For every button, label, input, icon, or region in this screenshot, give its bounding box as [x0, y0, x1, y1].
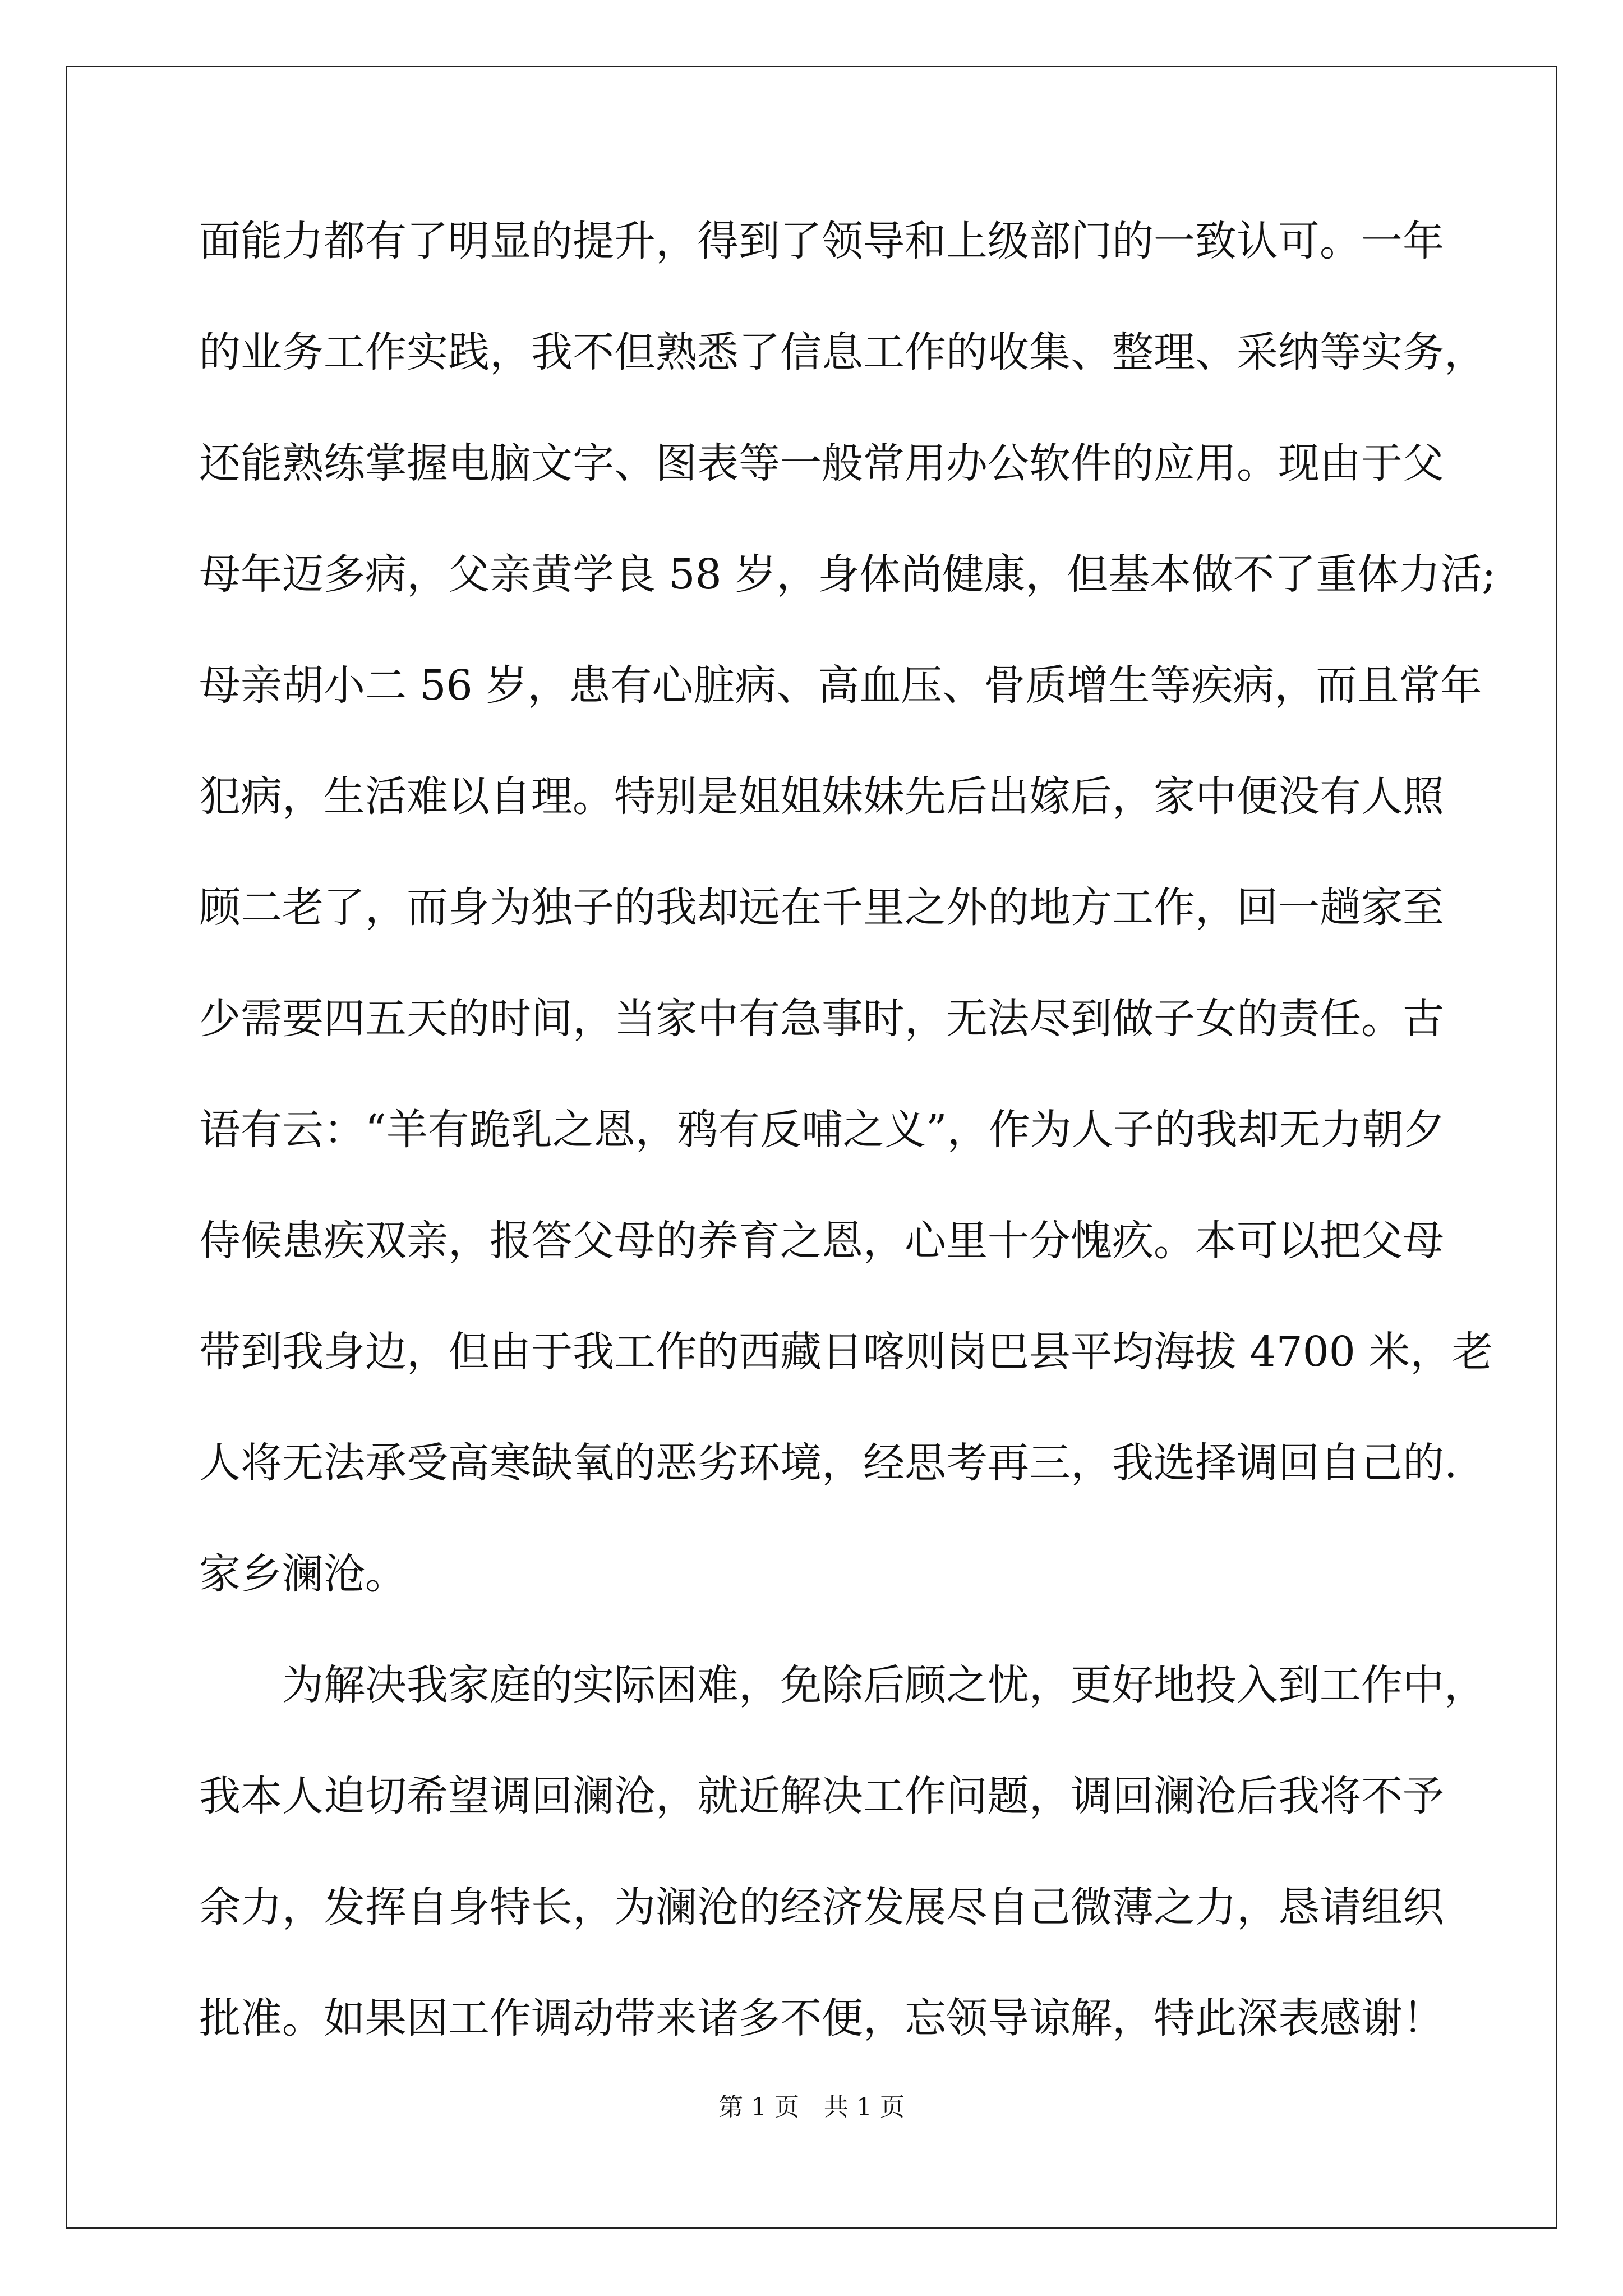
text-line: 人将无法承受高寒缺氧的恶劣环境，经思考再三，我选择调回自己的. — [199, 1439, 1458, 1487]
text-line: 语有云：“羊有跪乳之恩，鸦有反哺之义”，作为人子的我却无力朝夕 — [199, 1106, 1445, 1154]
text-line: 顾二老了，而身为独子的我却远在千里之外的地方工作，回一趟家至 — [199, 884, 1444, 932]
text-line: 母年迈多病，父亲黄学良 58 岁，身体尚健康，但基本做不了重体力活; — [199, 550, 1496, 599]
text-line: 侍候患疾双亲，报答父母的养育之恩，心里十分愧疚。本可以把父母 — [199, 1217, 1444, 1265]
text-line: 的业务工作实践，我不但熟悉了信息工作的收集、整理、采纳等实务， — [199, 328, 1486, 376]
text-line: 还能熟练掌握电脑文字、图表等一般常用办公软件的应用。现由于父 — [199, 439, 1444, 487]
text-line-indented: 为解决我家庭的实际困难，免除后顾之忧，更好地投入到工作中， — [282, 1661, 1486, 1709]
text-line: 少需要四五天的时间，当家中有急事时，无法尽到做子女的责任。古 — [199, 995, 1444, 1043]
text-line: 犯病，生活难以自理。特别是姐姐妹妹先后出嫁后，家中便没有人照 — [199, 772, 1444, 821]
text-line: 带到我身边，但由于我工作的西藏日喀则岗巴县平均海拔 4700 米，老 — [199, 1328, 1493, 1376]
page-number-footer: 第 1 页 共 1 页 — [718, 2093, 905, 2122]
text-line: 我本人迫切希望调回澜沧，就近解决工作问题，调回澜沧后我将不予 — [199, 1772, 1444, 1820]
text-line: 余力，发挥自身特长，为澜沧的经济发展尽自己微薄之力，恳请组织 — [199, 1883, 1444, 1931]
text-line: 面能力都有了明显的提升，得到了领导和上级部门的一致认可。一年 — [199, 217, 1444, 265]
text-line: 家乡澜沧。 — [199, 1550, 407, 1598]
text-line: 母亲胡小二 56 岁，患有心脏病、高血压、骨质增生等疾病，而且常年 — [199, 661, 1482, 710]
text-line: 批准。如果因工作调动带来诸多不便，忘领导谅解，特此深表感谢！ — [199, 1994, 1444, 2042]
